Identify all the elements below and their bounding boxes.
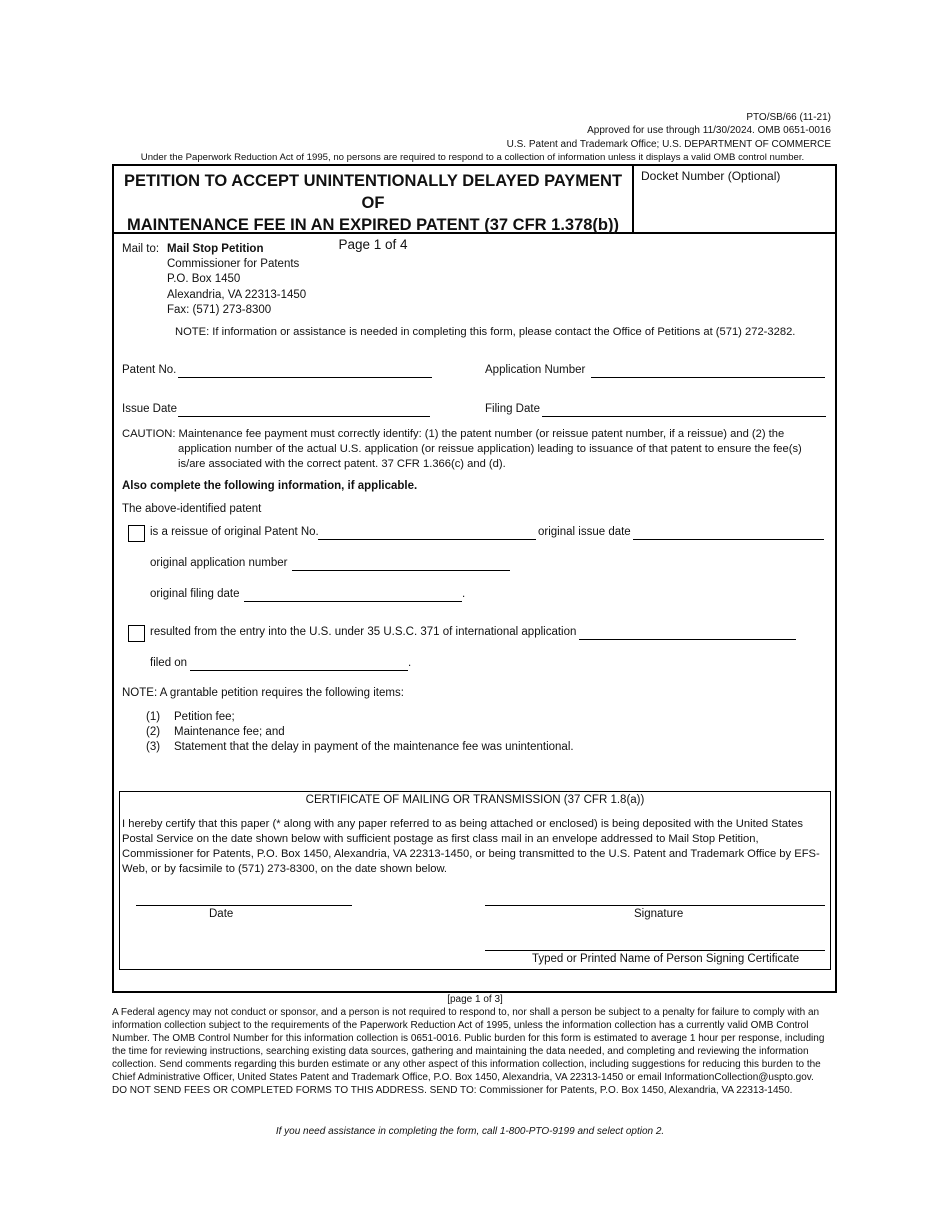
original-app-number-label: original application number — [150, 557, 288, 569]
docket-number-label: Docket Number (Optional) — [641, 169, 781, 183]
assistance-phone: If you need assistance in completing the form, call 1-800-PTO-9199 and select option 2. — [275, 1126, 665, 1137]
certificate-date-input[interactable] — [136, 905, 352, 906]
original-patent-no-input[interactable] — [318, 539, 536, 540]
docket-number-field[interactable] — [634, 166, 835, 234]
above-identified-label: The above-identified patent — [122, 503, 262, 515]
item-number: (3) — [146, 741, 161, 753]
list-item — [146, 710, 574, 725]
certificate-section — [119, 791, 831, 970]
original-filing-date-label: original filing date — [150, 588, 240, 600]
reissue-label: is a reissue of original Patent No. — [150, 526, 319, 538]
international-application-input[interactable] — [579, 639, 796, 640]
item-text: Petition fee; — [174, 711, 235, 723]
patent-no-label: Patent No. — [122, 364, 177, 376]
original-app-number-input[interactable] — [292, 570, 510, 571]
burden-statement: A Federal agency may not conduct or sponsor, and a person is not required to respond to, nor shall a person be subject to a penalty for failure to comply with an information collection subject to the requirements of the Paperwork Reduction Act of 1995, unless the information collection has a currently valid OMB Control Number. The OMB Control Number for this information collection is 0651-0016. Public burden for this form is estimated to average 1 hour per response, including the time for reviewing instructions, searching existing data sources, gathering and maintaining the data needed, and completing and reviewing the information collection. Send comments regarding this burden estimate or any other aspect of this information collection, including suggestions for reducing this burden to the Chief Administrative Officer, United States Patent and Trademark Office, P.O. Box 1450, Alexandria, VA 22313-1450 or email InformationCollection@uspto.gov. DO NOT SEND FEES OR COMPLETED FORMS TO THIS ADDRESS. SEND TO: Commissioner for Patents, P.O. Box 1450, Alexandria, VA 22313-1450. — [112, 1007, 825, 1096]
footer-page-number: [page 1 of 3] — [447, 994, 503, 1005]
item-number: (2) — [146, 726, 161, 738]
form-id: PTO/SB/66 (11-21) — [746, 112, 831, 123]
caution-text — [122, 427, 822, 472]
mail-line-2: P.O. Box 1450 — [167, 273, 241, 285]
item-text: Statement that the delay in payment of the maintenance fee was unintentional. — [174, 741, 574, 753]
mail-line-3: Alexandria, VA 22313-1450 — [167, 289, 307, 301]
item-text: Maintenance fee; and — [174, 726, 285, 738]
issue-date-input[interactable] — [178, 416, 430, 417]
title-line-2: MAINTENANCE FEE IN AN EXPIRED PATENT (37 CFR 1.378(b)) — [127, 216, 619, 234]
filing-date-input[interactable] — [542, 416, 826, 417]
signature-label: Signature — [634, 908, 684, 920]
original-filing-date-input[interactable] — [244, 601, 462, 602]
filed-on-input[interactable] — [190, 670, 408, 671]
international-checkbox[interactable] — [128, 625, 145, 642]
application-number-input[interactable] — [591, 377, 825, 378]
original-filing-date-period: . — [462, 588, 466, 600]
patent-no-input[interactable] — [178, 377, 432, 378]
form-frame — [112, 164, 837, 993]
filed-on-label: filed on — [150, 657, 188, 669]
paperwork-notice: Under the Paperwork Reduction Act of 1995, no persons are required to respond to a collection of information unless it displays a valid OMB control number. — [140, 152, 805, 163]
list-item — [146, 725, 574, 740]
caution-continued: application number of the actual U.S. application (or reissue application) leading to issuance of that patent to ensure the fee(s) is/are associated with the correct patent. 37 CFR 1.366(c) and (d). — [178, 443, 802, 470]
certificate-body: I hereby certify that this paper (* along with any paper referred to as being attached or enclosed) is being deposited with the United States Postal Service on the date shown below with sufficient postage as first class mail in an envelope addressed to Mail Stop Petition, Commissioner for Patents, P.O. Box 1450, Alexandria, VA 22313-1450, or being transmitted to the U.S. Patent and Trademark Office by EFS-Web, or by facsimile to (571) 273-8300, on the date shown below. — [122, 818, 820, 875]
original-issue-date-label: original issue date — [538, 526, 631, 538]
grantable-note: NOTE: A grantable petition requires the following items: — [122, 687, 404, 699]
filing-date-label: Filing Date — [485, 403, 540, 415]
reissue-checkbox[interactable] — [128, 525, 145, 542]
assistance-note: NOTE: If information or assistance is needed in completing this form, please contact the Office of Petitions at (571) 272-3282. — [175, 326, 796, 338]
issue-date-label: Issue Date — [122, 403, 177, 415]
form-title — [114, 170, 632, 236]
page-indicator: Page 1 of 4 — [338, 237, 408, 252]
title-line-1: PETITION TO ACCEPT UNINTENTIONALLY DELAYED PAYMENT OF — [123, 172, 623, 212]
original-issue-date-input[interactable] — [633, 539, 824, 540]
mail-to-label: Mail to: — [122, 243, 160, 255]
item-number: (1) — [146, 711, 161, 723]
application-number-label: Application Number — [485, 364, 586, 376]
omb-approval: Approved for use through 11/30/2024. OMB 0651-0016 — [587, 125, 831, 136]
caution-lead: CAUTION: Maintenance fee payment must correctly identify: (1) the patent number (or reissue patent number, if a reissue) and (2) the — [122, 428, 785, 440]
international-label: resulted from the entry into the U.S. under 35 U.S.C. 371 of international application — [150, 626, 577, 638]
agency-line: U.S. Patent and Trademark Office; U.S. DEPARTMENT OF COMMERCE — [506, 139, 831, 150]
mail-line-4: Fax: (571) 273-8300 — [167, 304, 272, 316]
mail-stop: Mail Stop Petition — [167, 243, 264, 255]
certificate-title: CERTIFICATE OF MAILING OR TRANSMISSION (37 CFR 1.8(a)) — [305, 794, 645, 806]
typed-name-input[interactable] — [485, 950, 825, 951]
typed-name-label: Typed or Printed Name of Person Signing Certificate — [532, 953, 800, 965]
filed-on-period: . — [408, 657, 412, 669]
list-item — [146, 740, 574, 755]
signature-input[interactable] — [485, 905, 825, 906]
certificate-date-label: Date — [209, 908, 234, 920]
also-complete-heading: Also complete the following information, if applicable. — [122, 480, 418, 492]
mail-line-1: Commissioner for Patents — [167, 258, 300, 270]
requirements-list — [146, 710, 574, 755]
